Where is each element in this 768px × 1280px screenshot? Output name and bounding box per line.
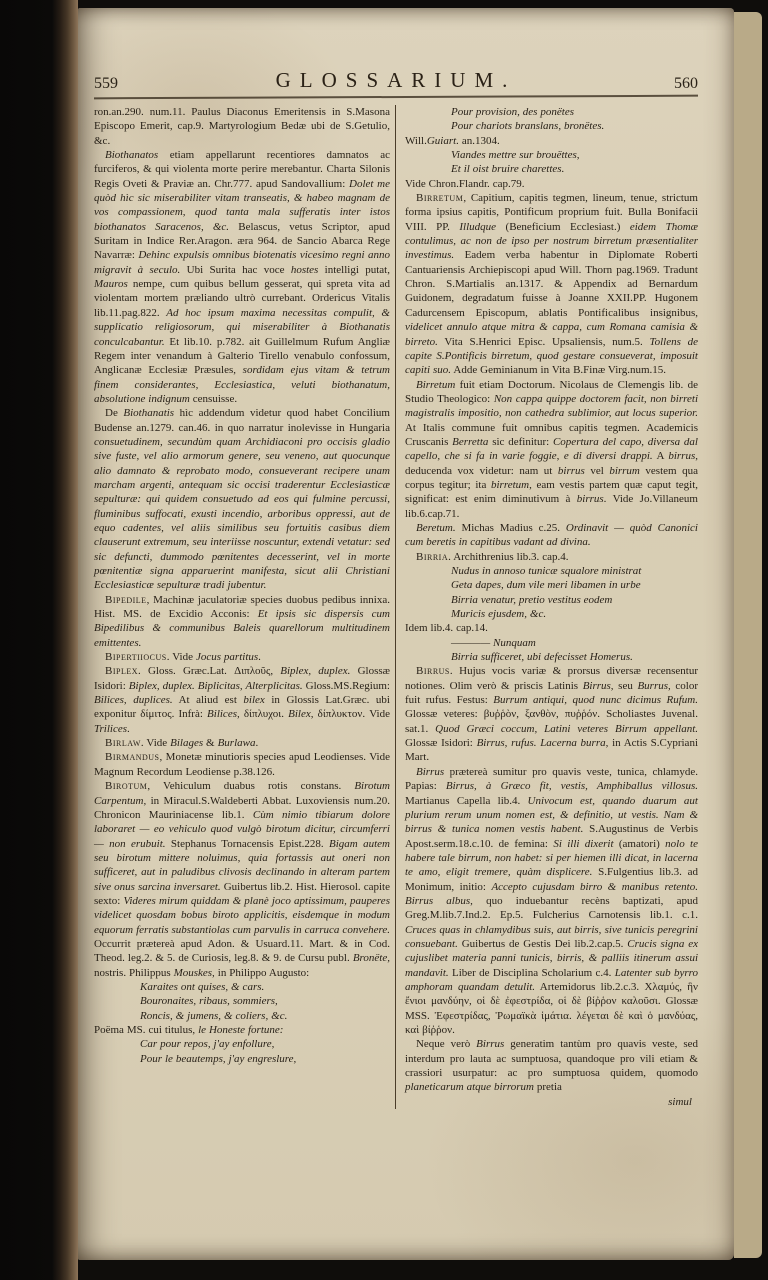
paragraph: ———— Nunquam Birria sufficeret, ubi defecisset Homerus. [450,636,633,664]
book-spine [0,0,78,1280]
paragraph: Vide Chron.Flandr. cap.79. [404,177,525,190]
paragraph: Biothanatos etiam appellarunt recentiores damnatos ac furciferos, & qui violenta morte perire merebantur. Charta Silonis Regis Oveti & Praviæ an. Chr.777. apud Sandovallium: Dolet me quòd hìc sic miserabiliter vitam transeatis, & habeo magnam de vos compassionem, quod tanta mala sufferatis inter istos biothanatos Saracenos, &c. Belascus, vetus Scriptor, apud Suritam in Indice Rer.Aragon. æra 964. de Sancio Abarca Rege Navarræ: Dehinc expulsis omnibus biotenatis vicesimo regni anno migravit à seculo. Ubi Surita hac voce hostes intelligi putat, Mauros nempe, cum quibus bellum gesserat, qui spreta vita ad violentam mortem præliando ultrò currebant. Ordericus Vitalis lib.11.pag.822. Ad hoc ipsum maxima necessitas compulit, & supplicatio religiosorum, qui miserabiliter à Biothanatis conculcabantur. Et lib.10. p.782. ait Guillelmum Rufum Angliæ Regem inter venandum à Galterio Tirello venabulo confossum, Anglicanæ Ecclesiæ Præsules, sordidam ejus vitam & tetrum finem considerantes, Ecclesiastica, veluti biothanatum, absolutione indignum censuisse. [94,149,390,405]
header-rule [94,95,698,100]
paragraph: Bipedile, Machinæ jaculatoriæ species duobus pedibus innixa. Hist. MS. de Excidio Acconis: Et ipsis sic dispersis cum Bipedilibus & communibus Baleis quarellorum multitudinem emittentes. [94,593,390,649]
paragraph: Nudus in annoso tunicæ squalore ministrat Geta dapes, dum vile meri libamen in urbe Birria venatur, pretio vestitus eodem Muricis ejusdem, &c. [450,565,642,621]
paragraph: simul [668,1095,692,1108]
paragraph: Neque verò Birrus generatim tantùm pro quavis veste, sed interdum pro lauta ac sumptuosa, quandoque pro vili etiam & crassiori usurpatur: ac pro sumptuosa quidem, quomodo planeticarum atque birrorum pretia [404,1038,698,1094]
page-number-left: 559 [94,75,118,92]
paragraph: Viandes mettre sur brouëttes, Et il oist bruire charettes. [450,149,580,176]
paragraph: Will.Guiart. an.1304. [404,134,500,147]
running-title: GLOSSARIUM. [275,68,517,92]
paragraph: Car pour repos, j'ay enfollure, Pour le beautemps, j'ay engreslure, [140,1038,297,1065]
paragraph: Karaites ont quises, & cars. Bouronaites, ribaus, sommiers, Roncis, & jumens, & coliers, &c. [140,980,288,1022]
paragraph: Idem lib.4. cap.14. [404,622,488,635]
text-column-left [94,105,395,1109]
book-page [78,8,734,1260]
page-header [94,68,698,93]
paragraph: Poëma MS. cui titulus, le Honeste fortune: [94,1024,284,1036]
two-column-text [94,105,698,1109]
paragraph: Birretum fuit etiam Doctorum. Nicolaus de Clemengis lib. de Studio Theologico: Non cappa quippe doctorem facit, non birreti magistralis impositio, non cathedra sublimior, aut locus superior. At Italis commune fuit omnibus capitis tegmen. Academicis Cruscanis Berretta sic definitur: Copertura del capo, diversa dal capello, che si fa in varie foggie, e di diversi drappi. A birrus, deducenda vox videtur: nam ut birrus vel birrum vestem qua corpus tegitur; ita birretum, eam vestis partem quæ caput tegit, significat: est enim diminutivum à birrus. Vide Jo.Villaneum lib.6.cap.71. [404,378,699,520]
paragraph: Birotum, Vehiculum duabus rotis constans. Birotum Carpentum, in Miracul.S.Waldeberti Abbat. Luxoviensis num.20. Chronicon Mauriniacense lib.1. Cùm nimio tibiarum dolore laboraret — eo vehiculo quod vulgò birotum dicitur, circumferri — non erubuit. Stephanus Tornacensis Epist.228. Bigam autem seu birotum mittere noluimus, quia fortassis aut oneri non sufficeret, aut in paludibus clivosis declinando in alteram partem sive onus sarcina inversaret. Guibertus lib.2. Hist. Hierosol. capite sexto: Videres mirum quiddam & planè joco aptissimum, pauperes videlicet quosdam bobus biroto applicitis, eisdemque in modum equorum ferratis substantiolas cum parvulis in carruca convehere. Occurrit prætereà apud Adon. & Usuard.11. Mart. & in Cod. Theod. leg.2. & 5. de Curiosis, leg.8. & 9. de Cursu publ. Bronëte, nostris. Philippus Mouskes, in Philippo Augusto: [94,780,390,979]
paragraph: Birretum, Capitium, capitis tegmen, lineum, tenue, strictum forma ipsius capitis, Pontificum proprium fuit. Bulla Bonifacii VIII. PP. Illudque (Beneficium Ecclesiast.) eidem Thomæ contulimus, ac non de ipso per nostrum birretum præsentialiter investimus. Eadem verba habentur in Diplomate Roberti Cantuariensis Archiepiscopi apud Will. Thorn pag.1969. Tradunt Chron. S.Martialis an.1317. & Appendix ad Bernardum Guidonem, degradatum fuisse à Joanne XXII.PP. Hugonem Cadurcensem Episcopum, ablatis Pontificalibus insignibus, videlicet annulo atque mitra & cappa, cum Romana camisia & birreto. Vita S.Henrici Episc. Upsaliensis, num.5. Tollens de capite S.Pontificis birretum, quod gestare consueverat, imposuit capiti suo. Adde Geminianum in Vita B.Finæ Virg.num.15. [404,192,698,377]
paragraph: Biplex. Gloss. Græc.Lat. Διπλοῦς, Biplex, duplex. Glossæ Isidori: Biplex, duplex. Biplicitas, Alterplicitas. Gloss.MS.Regium: Bilices, duplices. At aliud est bilex in Glossis Lat.Græc. ubi exponitur δίμιτος. Infrà: Bilices, δίπλυχοι. Bilex, δίπλυκτον. Vide Trilices. [94,665,390,735]
paragraph: Birria. Archithrenius lib.3. cap.4. [415,550,569,563]
paragraph: Birmandus, Monetæ minutioris species apud Leodienses. Vide Magnum Recordum Leodiense p.38.126. [94,751,390,778]
paragraph: Birrus. Hujus vocis variæ & prorsus diversæ recensentur notiones. Olim verò & priscis Latinis Birrus, seu Burrus, color fuit rufus. Festus: Burrum antiqui, quod nunc dicimus Rufum. Glossæ veteres: βυῤῥὸν, ξανθὸν, πυῤῥόν. Scholiastes Juvenal. sat.1. Quod Græci coccum, Latini veteres Birrum appellant. Glossæ Isidori: Birrus, rufus. Lacerna burra, in Actis S.Cypriani Mart. [404,665,699,764]
paragraph: Birlaw. Vide Bilages & Burlawa. [105,737,259,750]
paragraph: Bipertiiocus. Vide Jocus partitus. [105,651,261,664]
paragraph: ron.an.290. num.11. Paulus Diaconus Emeritensis in S.Masona Episcopo Emerit, cap.9. Martyrologium Bedæ ubi de S.Getulio, &c. [94,106,390,147]
page-fore-edges [734,12,762,1258]
paragraph: Birrus prætereà sumitur pro quavis veste, tunica, chlamyde. Papias: Birrus, à Græco fit, vestis, Amphiballus villosus. Martianus Capella lib.4. Univocum est, quando duarum aut plurium rerum unum nomen est, & definitio, ut vestis. Nam & birrus & tunica nomen vestis habent. S.Augustinus de Verbis Apost.serm.18.c.10. de femina: Si illi dixerit (amatori) nolo te habere tale birrum, non habet: si per hiemen illi dicat, in lacerna te amo, eligit tremere, quàm displicere. S.Fulgentius lib.3. ad Monimum, initio: Accepto cujusdam birro & manibus retento. Birrus albus, quo induebantur recèns baptizati, apud Greg.M.lib.7.Ind.2. Ep.5. Fulcherius Carnotensis lib.1. c.1. Cruces quas in chlamydibus suis, aut birris, sive tunicis peregrini consuebant. Guibertus de Gestis Dei lib.2.cap.5. Crucis signa ex cujuslibet materia panni tunicis, birris, & palliis itinerum assui mandavit. Liber de Disciplina Scholarium c.4. Latenter sub byrro amphoram quandam detulit. Artemidorus lib.2.c.3. Χλαμύς, ἣν ἔνιοι μανδύην, οἱ δὲ ἐφεστρίδα, οἱ δὲ βίῤῥον καλοῦσι. Glossæ MSS. Ἐφεστρίδας, Ῥωμαϊκὰ ἱμάτια. λέγεται δὲ καὶ ὁ μανδύας, καὶ βίῤῥον. [404,765,698,1036]
page-number-right: 560 [674,75,698,92]
paragraph: De Biothanatis hìc addendum videtur quod habet Concilium Budense an.1279. can.46. in quo narratur inolevisse in Hungaria consuetudinem, secundùm quam Archidiaconi pro occisis gladio sive fuste, vel alio armorum genere, seu veneno, aut quocunque alio damnato & reprobato modo, consueverant recipere unam marcham argenti, antequam sic occisi traderentur Ecclesiasticæ sepulturæ: qui quidem consuetudo ad eos qui fulmine percussi, fluminibus suffocati, exusti incendio, arboribus oppressi, aut de equo cadentes, vel aliis similibus seu fortuitis casibus diem clauserunt extremum, seu interiisse noscuntur, extendi vetatur: sed sic defuncti, dummodo pœnitentes decesserint, vel in morte pœnitentiæ signa apparuerint manifesta, sicut alii Christiani Ecclesiasticæ sepulturæ tradi jubentur. [94,407,390,592]
page-content [94,8,698,1109]
paragraph: Pour provision, des ponëtes Pour chariots branslans, bronëtes. [450,106,605,133]
text-column-right [395,105,698,1109]
paragraph: Beretum. Michas Madius c.25. Ordinavit — quòd Canonici cum beretis in capitibus vadant ad divina. [404,521,698,549]
